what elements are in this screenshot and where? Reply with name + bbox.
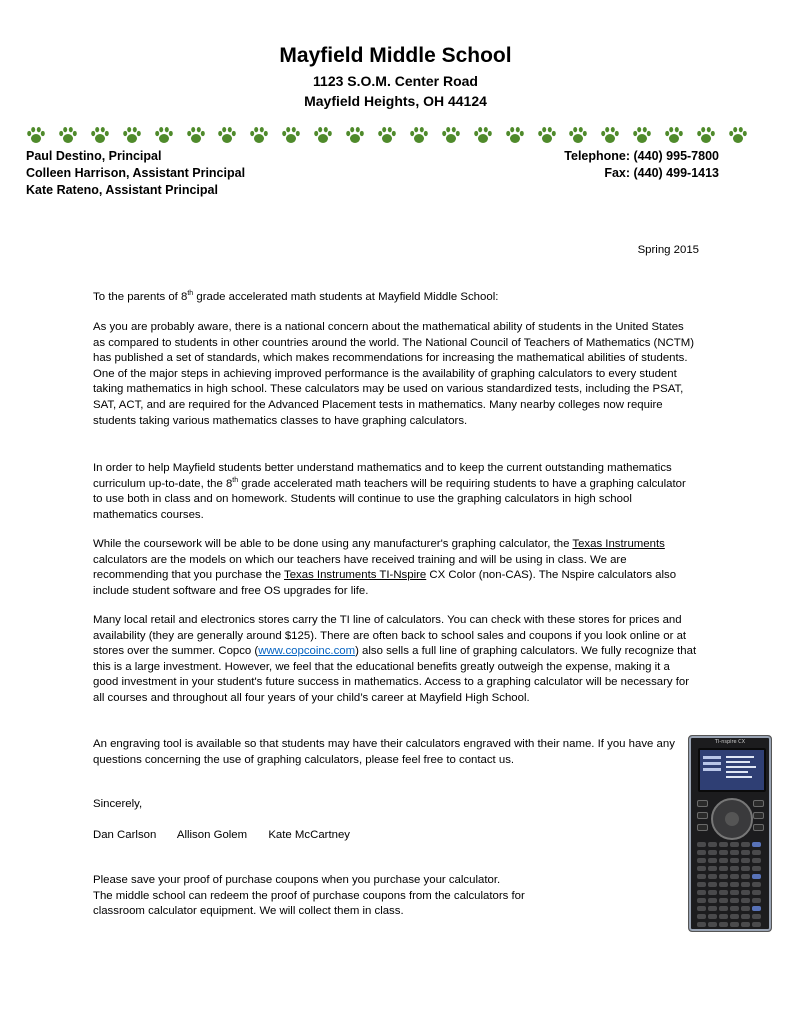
paw-print-icon bbox=[664, 125, 684, 145]
calculator-key bbox=[730, 898, 739, 903]
calculator-key bbox=[719, 898, 728, 903]
calculator-key bbox=[752, 858, 761, 863]
calculator-key bbox=[741, 914, 750, 919]
calculator-key bbox=[708, 898, 717, 903]
calculator-key bbox=[719, 866, 728, 871]
calculator-key bbox=[697, 914, 706, 919]
calculator-key bbox=[730, 914, 739, 919]
calculator-key bbox=[708, 866, 717, 871]
calculator-key bbox=[741, 866, 750, 871]
calculator-key bbox=[752, 914, 761, 919]
coupon-note-line-1: Please save your proof of purchase coupons when you purchase your calculator. bbox=[93, 874, 501, 886]
signer-3: Kate McCartney bbox=[268, 829, 350, 841]
coupon-note bbox=[93, 873, 563, 920]
calculator-brand: TI-nspire CX bbox=[714, 739, 746, 745]
calculator-key bbox=[708, 922, 717, 927]
calculator-touchpad bbox=[711, 798, 753, 840]
calculator-key bbox=[708, 858, 717, 863]
calculator-key bbox=[697, 812, 708, 819]
calculator-key bbox=[697, 906, 706, 911]
staff-list bbox=[26, 148, 245, 199]
calculator-key bbox=[719, 874, 728, 879]
signer-1: Dan Carlson bbox=[93, 829, 157, 841]
address-line-1: 1123 S.O.M. Center Road bbox=[313, 73, 478, 89]
calculator-key bbox=[741, 858, 750, 863]
salutation: To the parents of 8th grade accelerated math students at Mayfield Middle School: bbox=[93, 290, 499, 303]
calculator-key bbox=[741, 898, 750, 903]
paw-print-border bbox=[26, 125, 748, 145]
telephone: Telephone: (440) 995-7800 bbox=[564, 149, 719, 163]
paw-print-icon bbox=[632, 125, 652, 145]
paw-print-icon bbox=[281, 125, 301, 145]
calculator-key bbox=[741, 874, 750, 879]
paragraph-3: While the coursework will be able to be done using any manufacturer's graphing calculator, the Texas Instruments calculators are the models on which our teachers have received training and will be using in class. We are recommending that you purchase the Texas Instruments TI-Nspire CX Color (non-CAS). The Nspire calculators also include student software and free OS upgrades for life. bbox=[93, 538, 677, 597]
calculator-key bbox=[741, 850, 750, 855]
paragraph-2: In order to help Mayfield students better understand mathematics and to keep the current outstanding mathematics curriculum up-to-date, the 8th grade accelerated math teachers will be requiring students to have a graphing calculator to use both in class and on homework. Students will continue to use the graphing calculators in high school mathematics courses. bbox=[93, 462, 686, 521]
signer-2: Allison Golem bbox=[176, 829, 248, 841]
calculator-key bbox=[697, 898, 706, 903]
calculator-key bbox=[730, 922, 739, 927]
coupon-note-line-2: The middle school can redeem the proof of purchase coupons from the calculators for classroom calculator equipment. We will collect them in class. bbox=[93, 889, 525, 918]
paw-print-icon bbox=[90, 125, 110, 145]
calculator-key bbox=[697, 858, 706, 863]
paw-print-icon bbox=[58, 125, 78, 145]
paw-print-icon bbox=[313, 125, 333, 145]
calculator-key bbox=[697, 866, 706, 871]
paw-print-icon bbox=[217, 125, 237, 145]
calculator-key bbox=[730, 858, 739, 863]
calculator-key bbox=[697, 882, 706, 887]
paw-print-icon bbox=[505, 125, 525, 145]
calculator-key bbox=[730, 866, 739, 871]
calculator-key bbox=[741, 890, 750, 895]
paragraph-4: Many local retail and electronics stores carry the TI line of calculators. You can check with these stores for prices and availability (they are generally around $125). There are often back to school sales and coupons if you look online or at stores over the summer. Copco (www.copcoinc.com) also sells a full line of graphing calculators. We fully recognize that this is a large investment. However, we feel that the educational benefits greatly outweigh the expense, making it a good investment in your student's future success in mathematics. Access to a graphing calculator will be necessary for all courses and throughout all four years of your child’s career at Mayfield High School. bbox=[93, 614, 697, 704]
calculator-key bbox=[719, 914, 728, 919]
calculator-key bbox=[708, 890, 717, 895]
paragraph-1: As you are probably aware, there is a national concern about the mathematical ability of students in the United States as compared to students in other countries around the world. The National Council of Teachers of Mathematics (NCTM) has published a set of standards, which makes recommendations for increasing the mathematical abilities of students. One of the major steps in achieving improved performance is the availability of graphing calculators to every student taking mathematics in high school. These calculators may be used on various standardized tests, including the PSAT, SAT, ACT, and are required for the Advanced Placement tests in mathematics. Many nearby colleges now require students taking various mathematics classes to have graphing calculators. bbox=[93, 321, 695, 427]
calculator-key bbox=[697, 874, 706, 879]
assistant-principal-2: Kate Rateno, Assistant Principal bbox=[26, 183, 218, 197]
copco-link[interactable]: www.copcoinc.com bbox=[258, 645, 356, 658]
calculator-key bbox=[752, 866, 761, 871]
paw-print-icon bbox=[122, 125, 142, 145]
calculator-key bbox=[752, 850, 761, 855]
paragraph-5: An engraving tool is available so that students may have their calculators engraved with their name. If you have any questions concerning the use of graphing calculators, please feel free to contact us. bbox=[93, 738, 675, 766]
calculator-image bbox=[688, 735, 772, 932]
calculator-key bbox=[752, 874, 761, 879]
paw-print-icon bbox=[441, 125, 461, 145]
calculator-key bbox=[741, 882, 750, 887]
calculator-key bbox=[752, 898, 761, 903]
address-line-2: Mayfield Heights, OH 44124 bbox=[304, 93, 487, 109]
assistant-principal-1: Colleen Harrison, Assistant Principal bbox=[26, 166, 246, 180]
letter-date: Spring 2015 bbox=[637, 244, 699, 256]
calculator-key bbox=[719, 890, 728, 895]
paw-print-icon bbox=[409, 125, 429, 145]
calculator-key bbox=[697, 922, 706, 927]
calculator-key bbox=[708, 850, 717, 855]
school-name: Mayfield Middle School bbox=[279, 44, 512, 67]
paw-print-icon bbox=[249, 125, 269, 145]
calculator-key bbox=[719, 850, 728, 855]
calculator-key bbox=[719, 882, 728, 887]
paw-print-icon bbox=[568, 125, 588, 145]
calculator-key bbox=[708, 842, 717, 847]
calculator-key bbox=[719, 906, 728, 911]
paw-print-icon bbox=[377, 125, 397, 145]
calculator-key bbox=[697, 842, 706, 847]
calculator-key bbox=[753, 800, 764, 807]
calculator-key bbox=[741, 922, 750, 927]
calculator-key bbox=[719, 842, 728, 847]
calculator-key bbox=[730, 890, 739, 895]
calculator-key bbox=[752, 906, 761, 911]
paw-print-icon bbox=[696, 125, 716, 145]
ti-nspire-text: Texas Instruments TI-Nspire bbox=[284, 569, 427, 582]
calculator-key bbox=[708, 882, 717, 887]
calculator-key bbox=[753, 812, 764, 819]
fax: Fax: (440) 499-1413 bbox=[604, 166, 719, 180]
calculator-key bbox=[697, 800, 708, 807]
contact-numbers bbox=[564, 148, 719, 182]
paw-print-icon bbox=[26, 125, 46, 145]
calculator-key bbox=[719, 922, 728, 927]
calculator-key bbox=[752, 922, 761, 927]
calculator-key bbox=[753, 824, 764, 831]
closing: Sincerely, bbox=[93, 798, 143, 810]
calculator-key bbox=[741, 906, 750, 911]
signers bbox=[93, 828, 698, 844]
paw-print-icon bbox=[186, 125, 206, 145]
calculator-key bbox=[730, 906, 739, 911]
calculator-key bbox=[708, 906, 717, 911]
paw-print-icon bbox=[473, 125, 493, 145]
principal: Paul Destino, Principal bbox=[26, 149, 162, 163]
calculator-key bbox=[697, 850, 706, 855]
paw-print-icon bbox=[345, 125, 365, 145]
calculator-key bbox=[730, 842, 739, 847]
calculator-key bbox=[719, 858, 728, 863]
calculator-key bbox=[708, 874, 717, 879]
calculator-key bbox=[730, 874, 739, 879]
texas-instruments-text: Texas Instruments bbox=[572, 538, 665, 550]
calculator-key bbox=[697, 890, 706, 895]
paw-print-icon bbox=[600, 125, 620, 145]
calculator-key bbox=[730, 882, 739, 887]
calculator-key bbox=[697, 824, 708, 831]
paw-print-icon bbox=[728, 125, 748, 145]
paw-print-icon bbox=[154, 125, 174, 145]
calculator-key bbox=[752, 842, 761, 847]
calculator-key bbox=[752, 882, 761, 887]
calculator-key bbox=[730, 850, 739, 855]
paw-print-icon bbox=[537, 125, 557, 145]
calculator-screen bbox=[698, 748, 766, 792]
calculator-key bbox=[752, 890, 761, 895]
calculator-key bbox=[708, 914, 717, 919]
calculator-key bbox=[741, 842, 750, 847]
